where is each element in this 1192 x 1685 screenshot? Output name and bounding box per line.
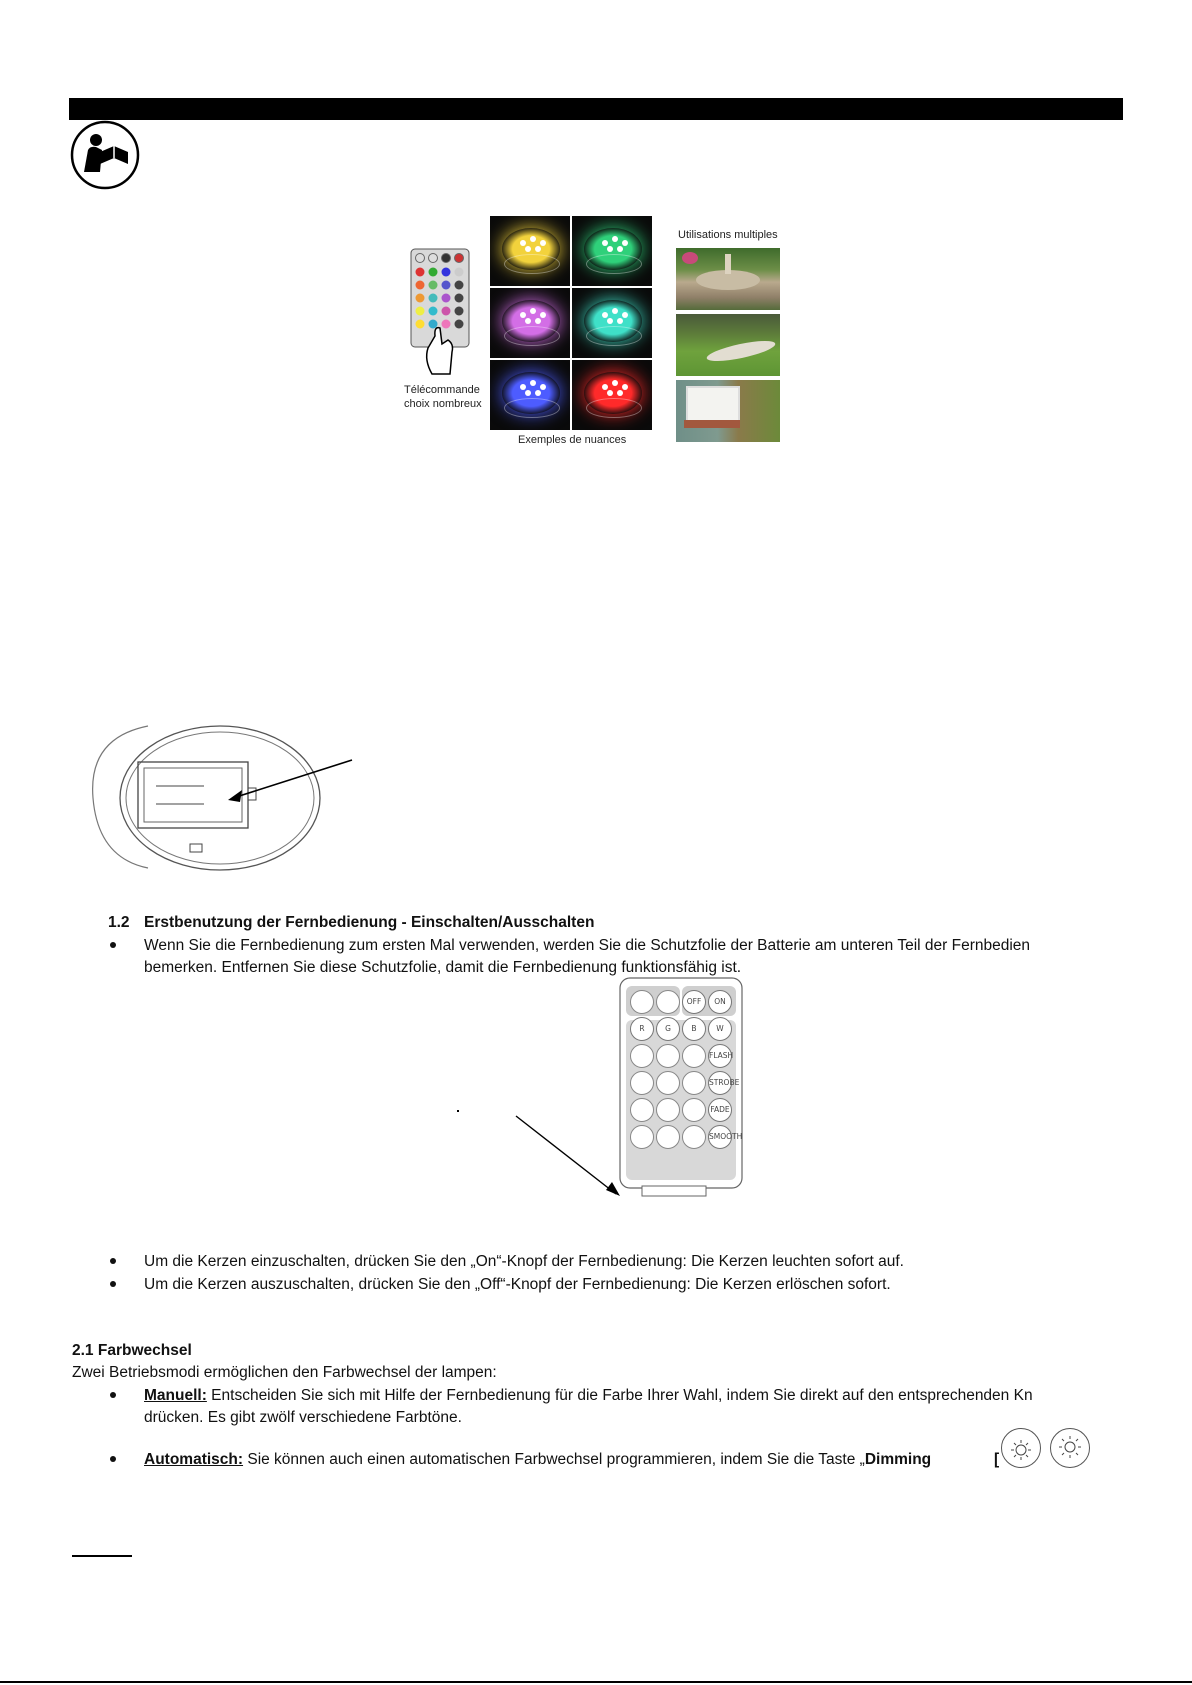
section-2-1-intro: Zwei Betriebsmodi ermöglichen den Farbwechsel der lampen: <box>72 1364 497 1381</box>
remote-color-button <box>630 1044 654 1068</box>
remote-r-button: R <box>630 1017 654 1041</box>
battery-compartment-drawing <box>88 718 358 878</box>
remote-color-button <box>656 1125 680 1149</box>
remote-caption-line1: Télécommande <box>404 384 480 396</box>
colors-caption: Exemples de nuances <box>518 434 627 446</box>
remote-color-button <box>656 1044 680 1068</box>
manual-mode-line2: drücken. Es gibt zwölf verschiedene Farbtöne. <box>144 1409 462 1426</box>
color-examples-grid <box>490 216 652 434</box>
section-1-2-title: Erstbenutzung der Fernbedienung - Einschalten/Ausschalten <box>144 914 595 931</box>
remote-color-button <box>630 1071 654 1095</box>
section-1-2-number: 1.2 <box>108 914 130 931</box>
remote-color-button <box>682 1098 706 1122</box>
bracket-mark: [ <box>994 1451 1000 1468</box>
fountain-photo <box>676 248 780 310</box>
remote-on-button: ON <box>708 990 732 1014</box>
window-photo <box>676 380 780 442</box>
remote-caption-line2: choix nombreux <box>404 398 482 410</box>
remote-color-button <box>682 1071 706 1095</box>
remote-color-button <box>656 1098 680 1122</box>
remote-control-image <box>410 248 470 348</box>
bullet-marker <box>110 942 116 948</box>
footer-rule <box>0 1681 1192 1683</box>
dimming-up-icon <box>1050 1428 1090 1468</box>
section-2-1-title: 2.1 Farbwechsel <box>72 1342 192 1359</box>
manual-text: Entscheiden Sie sich mit Hilfe der Fernbedienung für die Farbe Ihrer Wahl, indem Sie direkt auf den entsprechenden Kn <box>206 1387 1033 1404</box>
remote-dimming-button <box>630 990 654 1014</box>
manual-mode-line1 <box>144 1384 1033 1407</box>
remote-drawing <box>440 976 750 1201</box>
remote-color-button <box>682 1125 706 1149</box>
remote-off-button: OFF <box>682 990 706 1014</box>
bullet-protective-film-line1: Wenn Sie die Fernbedienung zum ersten Mal verwenden, werden Sie die Schutzfolie der Batterie am unteren Teil der Fernbedien <box>144 937 1031 954</box>
footer-short-rule <box>72 1555 132 1557</box>
lamp-color-tile <box>490 216 570 286</box>
remote-color-button <box>682 1044 706 1068</box>
uses-caption: Utilisations multiples <box>678 229 778 241</box>
bullet-marker <box>110 1281 116 1287</box>
bullet-switch-on: Um die Kerzen einzuschalten, drücken Sie den „On“-Knopf der Fernbedienung: Die Kerzen leuchten sofort auf. <box>144 1253 904 1270</box>
remote-strobe-button: STROBE <box>708 1071 732 1095</box>
bullet-switch-off: Um die Kerzen auszuschalten, drücken Sie den „Off“-Knopf der Fernbedienung: Die Kerzen erlöschen sofort. <box>144 1276 891 1293</box>
remote-smooth-button: SMOOTH <box>708 1125 732 1149</box>
lamp-color-tile <box>572 288 652 358</box>
remote-color-button <box>656 1071 680 1095</box>
bullet-marker <box>110 1258 116 1264</box>
bullet-protective-film-line2: bemerken. Entfernen Sie diese Schutzfolie, damit die Fernbedienung funktionsfähig ist. <box>144 959 742 976</box>
automatic-text: Sie können auch einen automatischen Farbwechsel programmieren, indem Sie die Taste „ <box>243 1451 865 1468</box>
read-manual-icon <box>70 120 140 190</box>
bullet-marker <box>110 1392 116 1398</box>
lamp-color-tile <box>490 360 570 430</box>
lamp-color-tile <box>572 216 652 286</box>
remote-g-button: G <box>656 1017 680 1041</box>
dimming-down-icon <box>1001 1428 1041 1468</box>
remote-w-button: W <box>708 1017 732 1041</box>
remote-dimming-button <box>656 990 680 1014</box>
garden-path-photo <box>676 314 780 376</box>
bullet-marker <box>110 1456 116 1462</box>
lamp-color-tile <box>490 288 570 358</box>
product-figure <box>396 216 786 448</box>
remote-flash-button: FLASH <box>708 1044 732 1068</box>
remote-color-button <box>630 1125 654 1149</box>
manual-label: Manuell: <box>144 1387 207 1404</box>
automatic-mode-line <box>144 1448 931 1471</box>
lamp-color-tile <box>572 360 652 430</box>
automatic-label: Automatisch: <box>144 1451 244 1468</box>
remote-color-button <box>630 1098 654 1122</box>
remote-b-button: B <box>682 1017 706 1041</box>
header-bar <box>69 98 1123 120</box>
remote-fade-button: FADE <box>708 1098 732 1122</box>
dimming-key: Dimming <box>864 1451 932 1468</box>
